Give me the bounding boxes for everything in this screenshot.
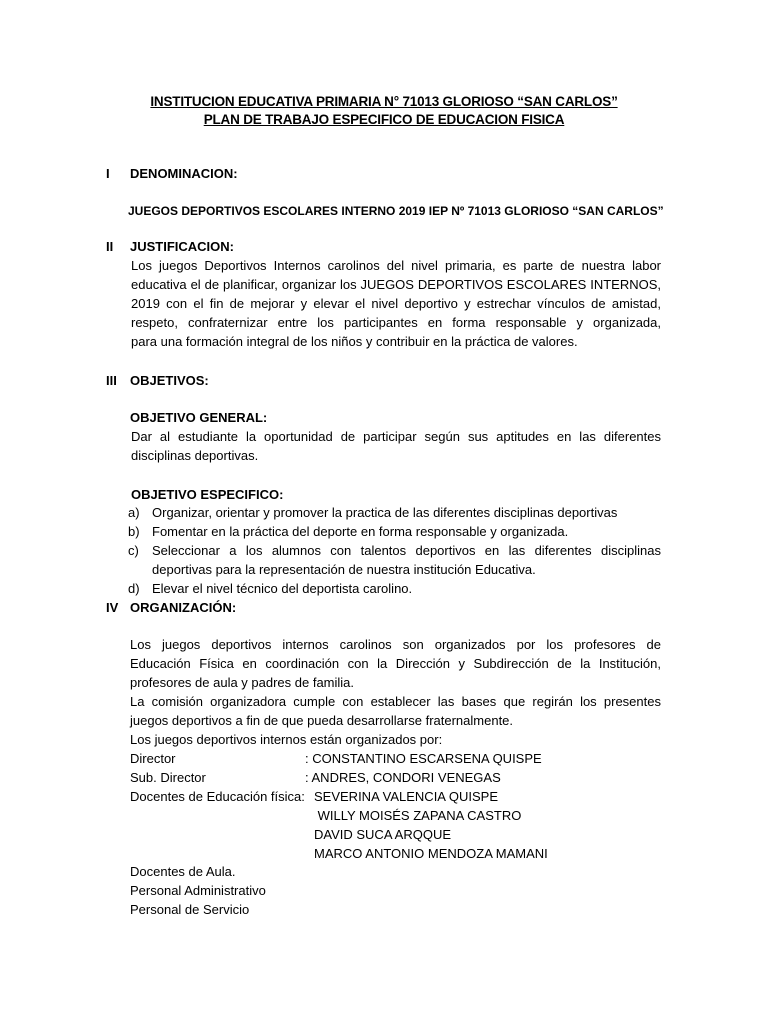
section-1-number: I [106,166,110,181]
plan-title: PLAN DE TRABAJO ESPECIFICO DE EDUCACION FISICA [203,112,565,127]
school-title: INSTITUCION EDUCATIVA PRIMARIA N° 71013 GLORIOSO “SAN CARLOS” [150,94,618,109]
organizacion-line: Educación Física en coordinación con la Dirección y Subdirección de la Institución, [130,656,661,671]
docente-name: MARCO ANTONIO MENDOZA MAMANI [314,846,548,861]
section-2-number: II [106,239,114,254]
objetivo-especifico-title: OBJETIVO ESPECIFICO: [131,487,284,502]
justification-line: para una formación integral de los niños y contribuir en la práctica de valores. [131,334,578,349]
docente-name: WILLY MOISÉS ZAPANA CASTRO [314,808,522,823]
other-staff: Personal Administrativo [130,883,266,898]
justification-line: educativa el de planificar, organizar los JUEGOS DEPORTIVOS ESCOLARES INTERNOS, [131,277,661,292]
subdirector-value: : ANDRES, CONDORI VENEGAS [305,770,501,785]
section-1-body: JUEGOS DEPORTIVOS ESCOLARES INTERNO 2019 IEP Nº 71013 GLORIOSO “SAN CARLOS” [128,204,664,218]
section-2-title: JUSTIFICACION: [130,239,234,254]
objetivo-general-paragraph [131,427,661,465]
other-staff: Docentes de Aula. [130,864,236,879]
organizacion-line: La comisión organizadora cumple con establecer las bases que regirán los presentes [130,694,661,709]
list-item-text [152,541,661,579]
organizacion-line: Los juegos deportivos internos carolinos son organizados por los profesores de [130,637,661,652]
list-item-letter: d) [128,581,140,596]
docente-name: SEVERINA VALENCIA QUISPE [314,789,498,804]
list-item-line: Seleccionar a los alumnos con talentos deportivos en las diferentes disciplinas [152,543,661,558]
list-item-text: Organizar, orientar y promover la practica de las diferentes disciplinas deportivas [152,505,618,520]
objetivo-general-title: OBJETIVO GENERAL: [130,410,268,425]
list-item-letter: b) [128,524,140,539]
list-item-text: Elevar el nivel técnico del deportista carolino. [152,581,413,596]
justification-line: Los juegos Deportivos Internos carolinos del nivel primaria, es parte de nuestra labor [131,258,661,273]
docentes-ef-label: Docentes de Educación física: [130,789,305,804]
organizacion-paragraph-2 [130,692,661,730]
section-4-title: ORGANIZACIÓN: [130,600,237,615]
list-item-text: Fomentar en la práctica del deporte en forma responsable y organizada. [152,524,569,539]
other-staff: Personal de Servicio [130,902,250,917]
subdirector-label: Sub. Director [130,770,206,785]
justification-paragraph [131,256,661,351]
docente-name: DAVID SUCA ARQQUE [314,827,452,842]
organizacion-line: juegos deportivos a fin de que pueda desarrollarse fraternalmente. [130,713,514,728]
section-1-title: DENOMINACION: [130,166,238,181]
director-value: : CONSTANTINO ESCARSENA QUISPE [305,751,542,766]
section-3-number: III [106,373,117,388]
list-item-letter: a) [128,505,140,520]
section-3-title: OBJETIVOS: [130,373,209,388]
justification-line: 2019 con el fin de mejorar y elevar el nivel deportivo y estrechar vínculos de amistad, [131,296,661,311]
organizacion-paragraph-1 [130,635,661,692]
organizacion-intro: Los juegos deportivos internos están organizados por: [130,732,443,747]
objetivo-general-line: Dar al estudiante la oportunidad de participar según sus aptitudes en las diferentes [131,429,661,444]
objetivo-general-line: disciplinas deportivas. [131,448,259,463]
list-item-line: deportivas para la representación de nuestra institución Educativa. [152,562,536,577]
justification-line: respeto, confraternizar entre los participantes en forma responsable y organizada, [131,315,661,330]
organizacion-line: profesores de aula y padres de familia. [130,675,355,690]
section-4-number: IV [106,600,119,615]
list-item-letter: c) [128,543,139,558]
director-label: Director [130,751,176,766]
